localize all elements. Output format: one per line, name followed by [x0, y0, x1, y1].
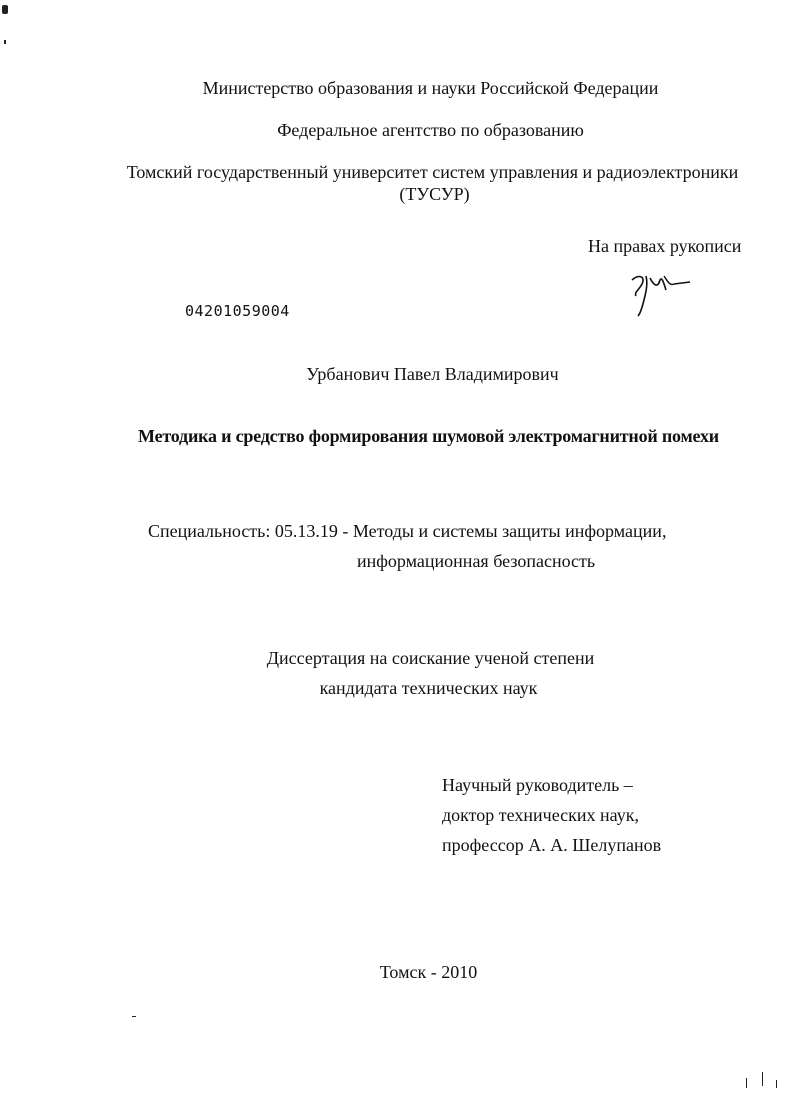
- supervisor-line-1: Научный руководитель –: [442, 775, 633, 795]
- supervisor-line-3: профессор А. А. Шелупанов: [442, 835, 662, 855]
- catalog-code: 04201059004: [185, 302, 290, 320]
- manuscript-rights-note: На правах рукописи: [588, 236, 742, 256]
- scan-artifact-left-dot: [4, 40, 6, 44]
- university-heading: Томский государственный университет систем управления и радиоэлектроники: [126, 162, 739, 182]
- scan-artifact-top-left: [2, 5, 8, 14]
- agency-heading: Федеральное агентство по образованию: [277, 120, 584, 140]
- dissertation-title: Методика и средство формирования шумовой электромагнитной помехи: [138, 426, 719, 446]
- scan-artifact-bottom-right-3: [776, 1080, 777, 1088]
- supervisor-line-2: доктор технических наук,: [442, 805, 639, 825]
- author-name: Урбанович Павел Владимирович: [306, 364, 559, 384]
- degree-line-1: Диссертация на соискание ученой степени: [266, 648, 595, 668]
- scan-artifact-bottom-left: [132, 1016, 136, 1017]
- handwritten-signature: [624, 266, 694, 320]
- specialty-line-1: Специальность: 05.13.19 - Методы и системы защиты информации,: [148, 521, 667, 541]
- university-abbreviation: (ТУСУР): [399, 184, 470, 204]
- scan-artifact-bottom-right-1: [746, 1078, 747, 1088]
- scan-artifact-bottom-right-2: [762, 1072, 763, 1086]
- place-and-year: Томск - 2010: [379, 962, 478, 982]
- specialty-line-2: информационная безопасность: [357, 551, 596, 571]
- degree-line-2: кандидата технических наук: [319, 678, 538, 698]
- ministry-heading: Министерство образования и науки Российской Федерации: [202, 78, 659, 98]
